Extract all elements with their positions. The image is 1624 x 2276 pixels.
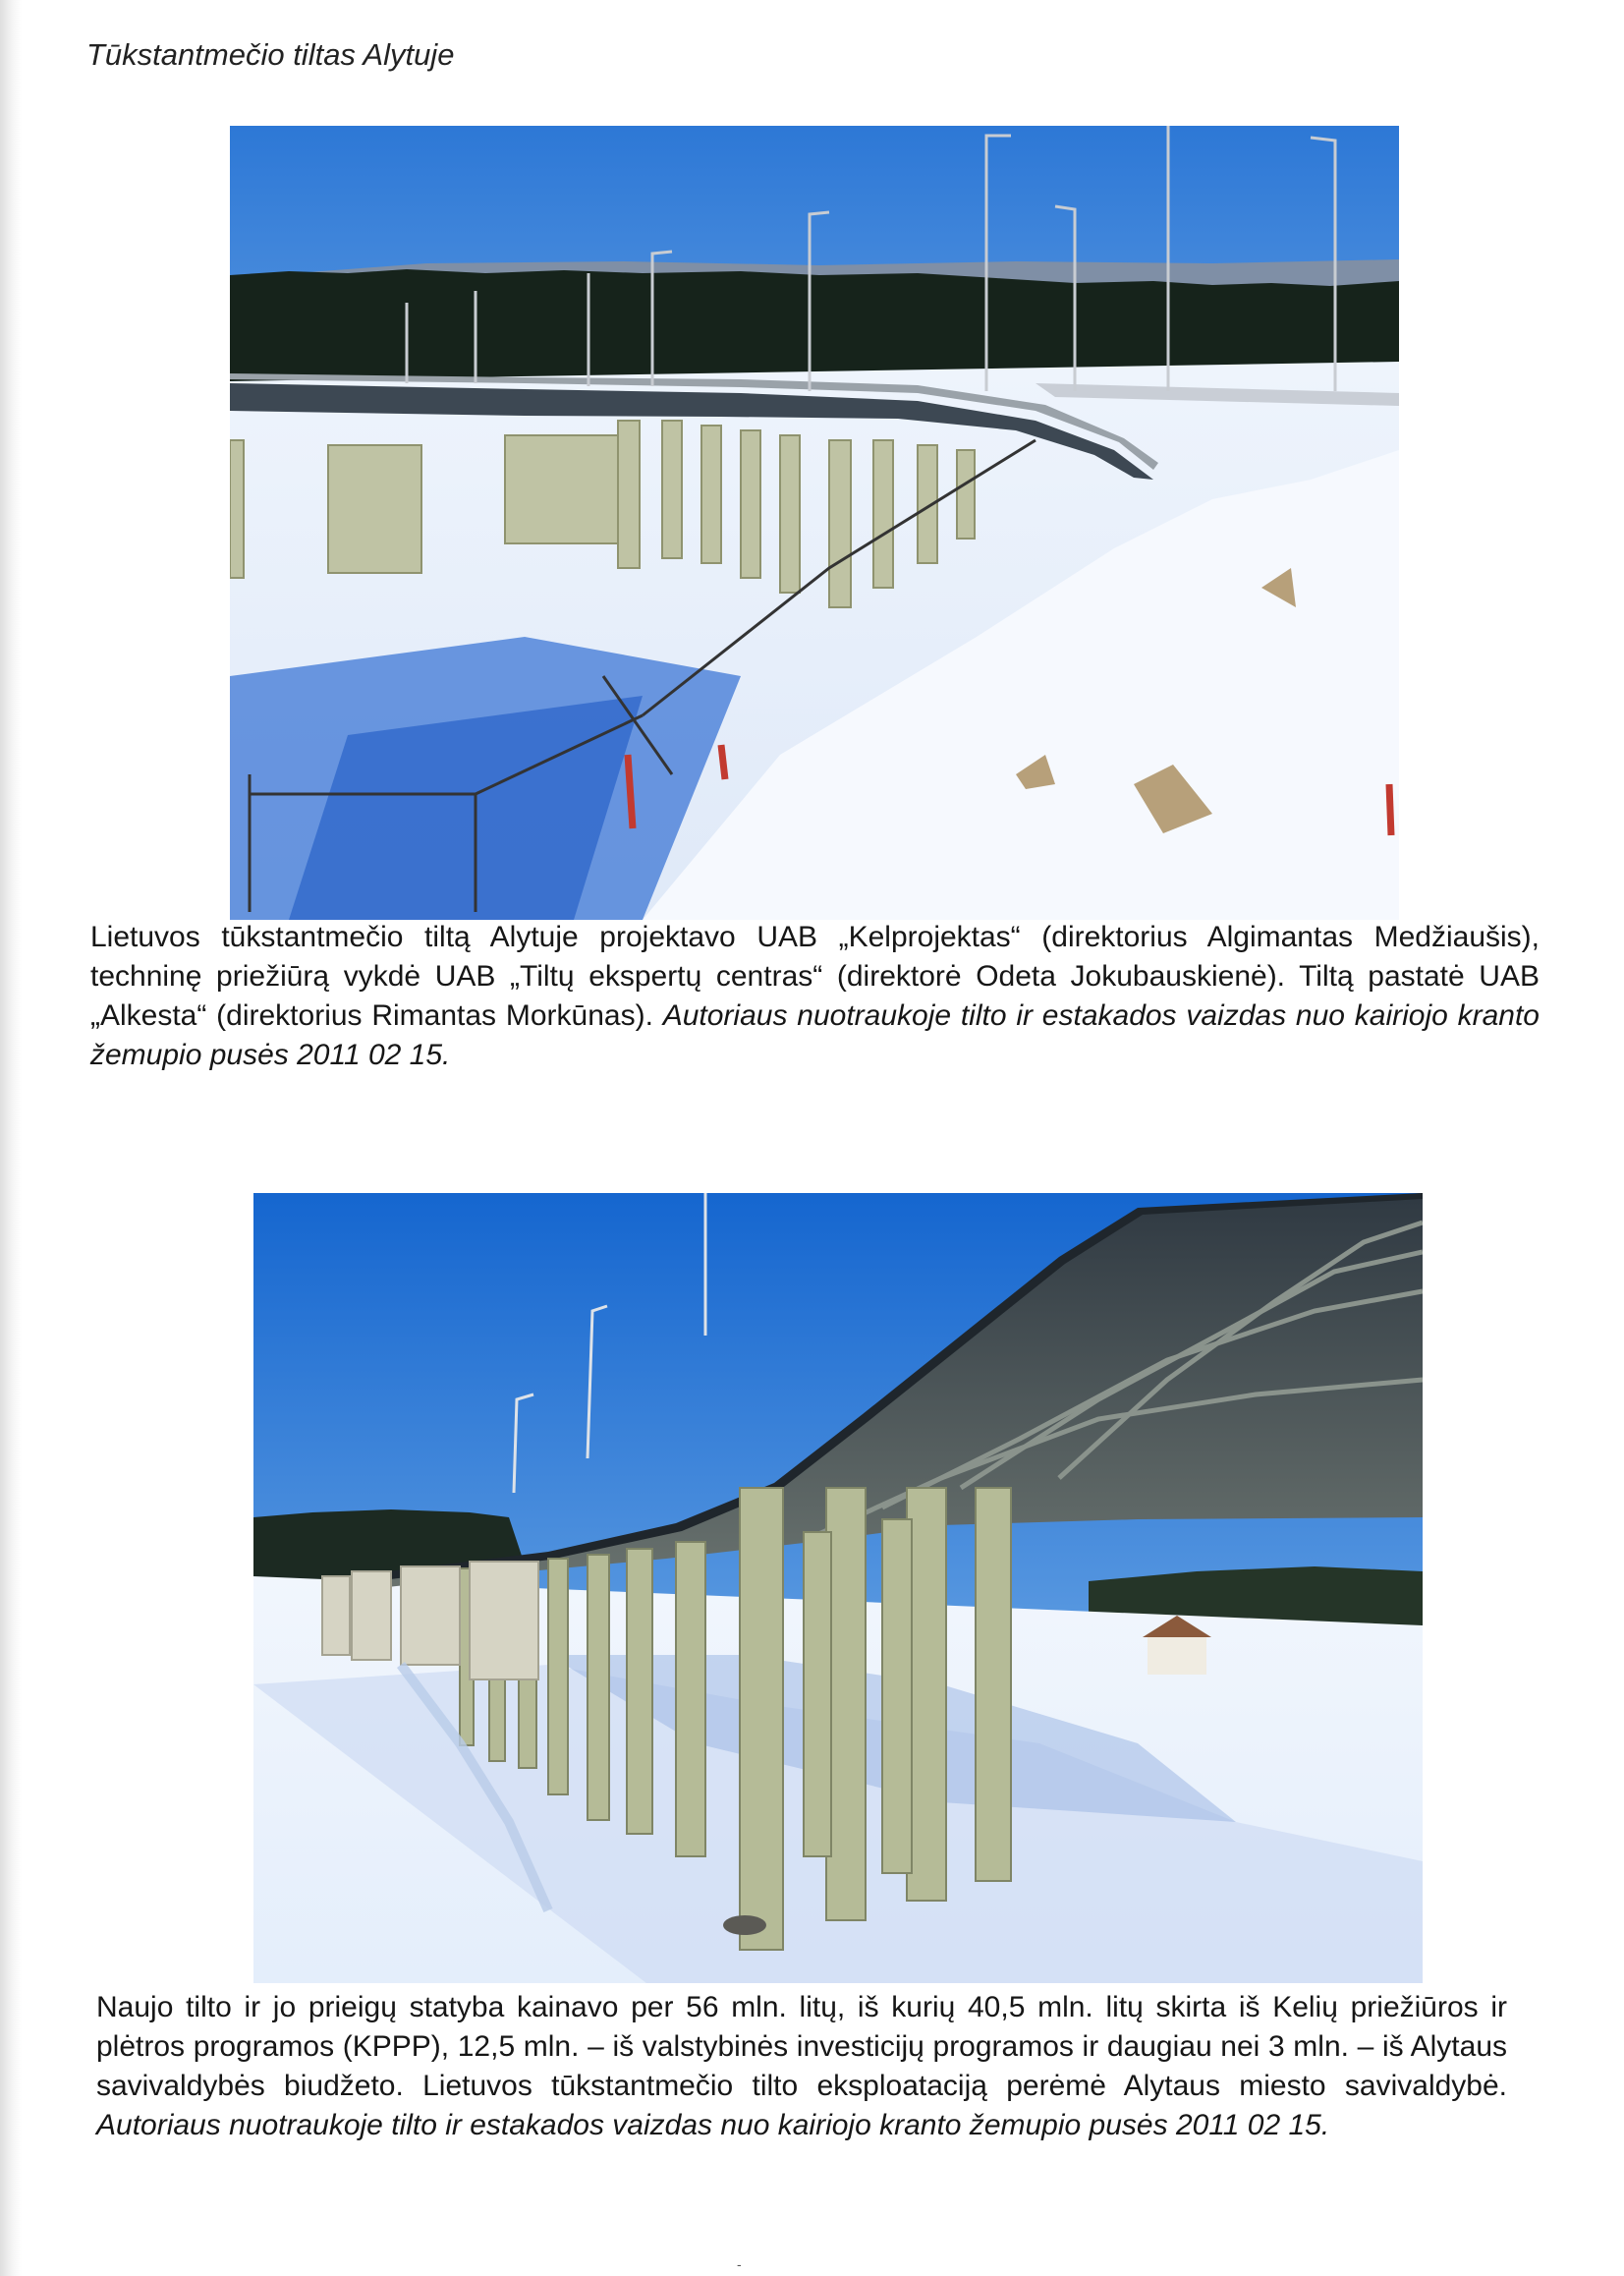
footer-mark: -: [737, 2256, 742, 2272]
caption-first-photo-credit: Autoriaus nuotraukoje tilto ir estakados vaizdas nuo kairiojo kranto žemupio pusės 2011 02 15.: [90, 999, 1540, 1071]
caption-first-text: Lietuvos tūkstantmečio tiltą Alytuje projektavo UAB „Kelprojektas“ (direktorius Algimantas Medžiaušis), techninę priežiūrą vykdė UAB „Tiltų ekspertų centras“ (direktorė Odeta Jokubauskienė). Tiltą pastatė UAB „Alkesta“ (direktorius Rimantas Morkūnas).: [90, 921, 1540, 1032]
bridge-photo-top: [230, 126, 1399, 920]
caption-second: [96, 1988, 1507, 2145]
caption-second-text: Naujo tilto ir jo prieigų statyba kainavo per 56 mln. litų, iš kurių 40,5 mln. litų skirta iš Kelių priežiūros ir plėtros programos (KPPP), 12,5 mln. – iš valstybinės investicijų programos ir daugiau nei 3 mln. – iš Alytaus savivaldybės biudžeto. Lietuvos tūkstantmečio tilto eksploataciją perėmė Alytaus miesto savivaldybė.: [96, 1991, 1507, 2102]
caption-second-photo-credit: Autoriaus nuotraukoje tilto ir estakados vaizdas nuo kairiojo kranto žemupio pusės 2011 02 15.: [96, 2109, 1330, 2141]
page-title: Tūkstantmečio tiltas Alytuje: [86, 37, 455, 72]
bridge-photo-bottom: [253, 1193, 1423, 1983]
caption-first: [90, 918, 1540, 1075]
page-edge-shadow: [0, 0, 22, 2276]
